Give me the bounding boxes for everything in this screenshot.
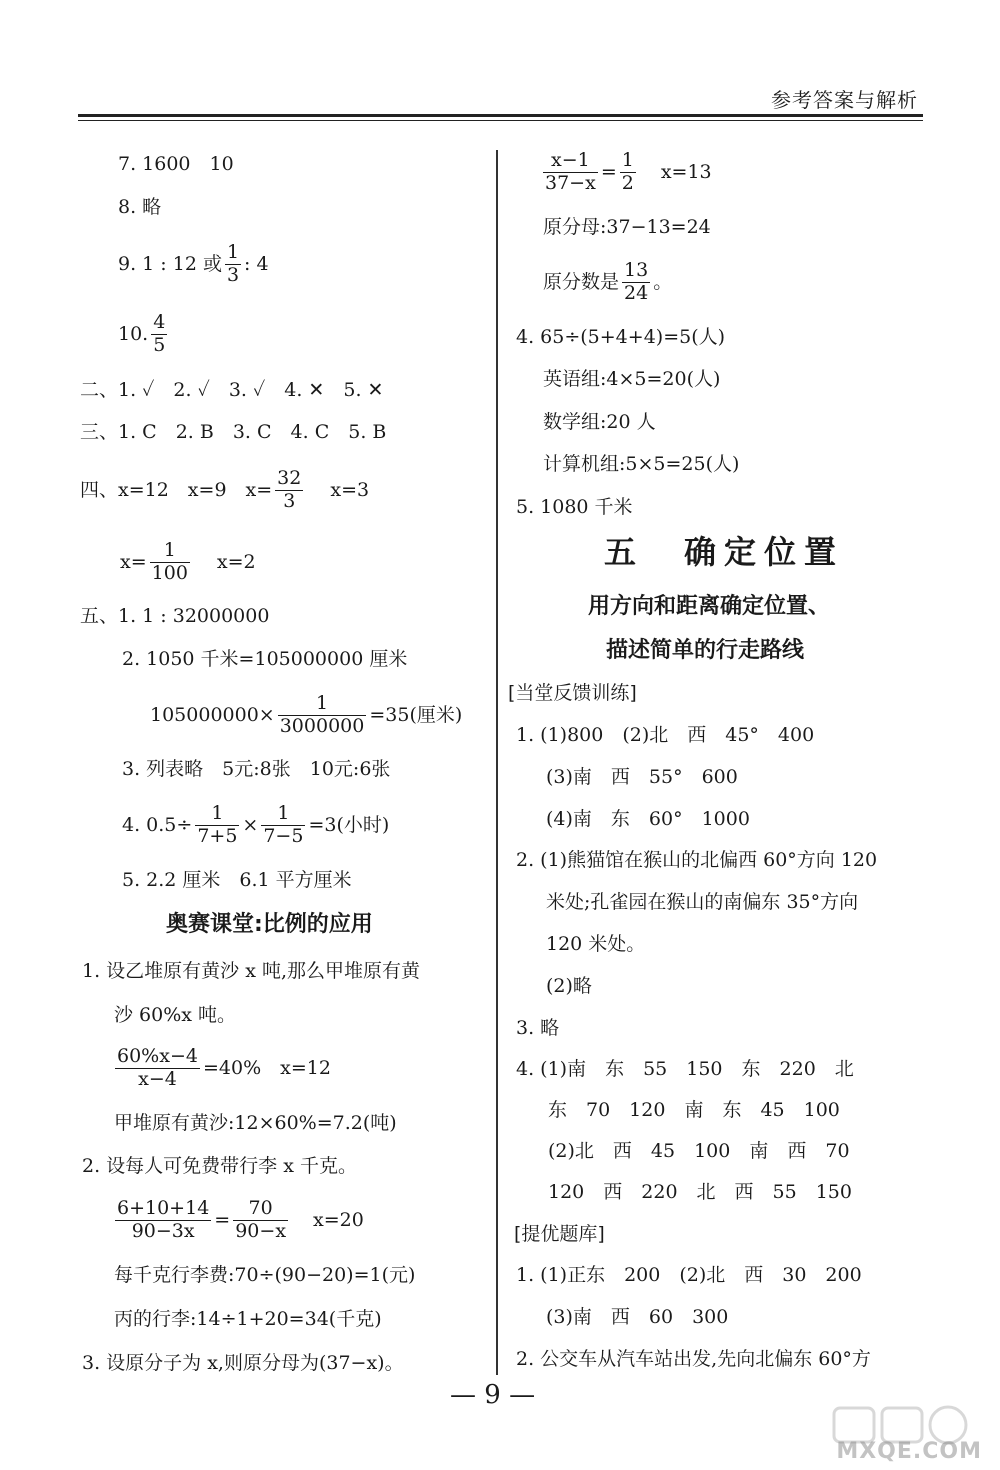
aosai-1: 1. 设乙堆原有黄沙 x 吨,那么甲堆原有黄 (82, 960, 421, 982)
unit-subtitle-1: 用方向和距离确定位置、 (588, 594, 831, 619)
c-answer-1: 1. (1)正东 200 (2)北 西 30 200 (516, 1264, 862, 1286)
fraction-denominator: 3 (283, 489, 296, 512)
si-text: 四、x=12 x=9 x= (80, 478, 273, 501)
fraction (115, 1046, 200, 1091)
r-answer-4: 4. 65÷(5+4+4)=5(人) (516, 326, 726, 348)
r-denominator: 原分母:37−13=24 (543, 216, 711, 238)
fraction-numerator: x−1 (543, 150, 598, 173)
wu-answer-5: 5. 2.2 厘米 6.1 平方厘米 (122, 869, 352, 891)
wu2b-text: 105000000× (150, 703, 275, 726)
b-answer-2: 2. (1)熊猫馆在猴山的北偏西 60°方向 120 (516, 849, 878, 871)
wu-answer-1: 五、1. 1 : 32000000 (80, 605, 270, 627)
aosai-1-result: 甲堆原有黄沙:12×60%=7.2(吨) (114, 1112, 397, 1134)
fraction-numerator: 32 (277, 467, 302, 489)
answer-9-text: 9. 1 : 12 或 (118, 252, 222, 275)
wu4-text: 4. 0.5÷ (122, 813, 193, 836)
b-answer-2-b: 米处;孔雀园在猴山的南偏东 35°方向 (546, 891, 859, 913)
fraction (151, 312, 167, 357)
r-equation (540, 150, 712, 195)
section-title-aosai: 奥赛课堂:比例的应用 (166, 912, 373, 937)
fraction (543, 150, 598, 195)
fraction-denominator: 37−x (545, 171, 596, 194)
r-answer-5: 5. 1080 千米 (516, 496, 633, 518)
wu4-tail: =3(小时) (308, 813, 390, 836)
fraction-numerator: 1 (195, 803, 239, 826)
b-answer-4-b: 东 70 120 南 东 45 100 (548, 1099, 840, 1121)
section-san-answers: 三、1. C 2. B 3. C 4. C 5. B (80, 421, 387, 443)
fraction-numerator: 13 (624, 259, 649, 281)
aosai-1-equation (112, 1046, 331, 1091)
b-answer-4: 4. (1)南 东 55 150 东 220 北 (516, 1058, 854, 1080)
header-title: 参考答案与解析 (771, 88, 918, 112)
b-answer-2-c: 120 米处。 (546, 933, 646, 955)
fraction (278, 693, 367, 738)
watermark-text: MXQE.COM (836, 1439, 982, 1464)
page-number: — 9 — (450, 1380, 536, 1410)
si2-text: x= (120, 550, 147, 573)
fraction-numerator: 1 (278, 693, 367, 716)
answer-9-tail: : 4 (244, 252, 269, 275)
unit-subtitle-2: 描述简单的行走路线 (606, 638, 805, 663)
r-math-group: 数学组:20 人 (543, 411, 656, 433)
wu2b-tail: =35(厘米) (369, 703, 463, 726)
a2b-tail: x=20 (313, 1208, 364, 1231)
tag-dangtang: [当堂反馈训练] (508, 682, 637, 704)
equals-sign: = (214, 1208, 231, 1231)
aosai-2-result: 丙的行李:14÷1+20=34(千克) (114, 1308, 382, 1330)
answer-10-label: 10. (118, 322, 149, 345)
fraction (233, 1198, 288, 1243)
fraction-denominator: 7−5 (263, 824, 304, 847)
r3-tail: 。 (653, 270, 673, 293)
equals-sign: = (600, 160, 617, 183)
si2-tail: x=2 (216, 550, 256, 573)
a1c-tail: =40% x=12 (202, 1056, 331, 1079)
b-answer-4-2b: 120 西 220 北 西 55 150 (548, 1181, 852, 1203)
b-answer-1-4: (4)南 东 60° 1000 (546, 808, 750, 830)
fraction (150, 540, 190, 585)
answer-8: 8. 略 (118, 196, 162, 218)
times-sign: × (242, 813, 259, 836)
fraction-denominator: 5 (153, 333, 166, 356)
section-er-answers: 二、1. ✓ 2. ✓ 3. ✓ 4. ✕ 5. ✕ (80, 379, 384, 401)
r3-text: 原分数是 (543, 270, 620, 293)
r-computer-group: 计算机组:5×5=25(人) (543, 453, 740, 475)
fraction-numerator: 1 (150, 540, 190, 563)
wu-answer-2: 2. 1050 千米=105000000 厘米 (122, 648, 408, 670)
header-rule-thin (78, 120, 923, 121)
aosai-1-b: 沙 60%x 吨。 (114, 1004, 237, 1026)
fraction-denominator: 90−x (235, 1219, 287, 1242)
fraction-numerator: 1 (621, 149, 634, 171)
fraction-denominator: 100 (151, 561, 188, 584)
column-divider (496, 150, 498, 1375)
fraction-numerator: 4 (153, 311, 166, 333)
b-answer-4-2: (2)北 西 45 100 南 西 70 (548, 1140, 850, 1162)
unit-title: 五 确定位置 (604, 533, 845, 571)
answer-7: 7. 1600 10 (118, 153, 234, 175)
wu-answer-3: 3. 列表略 5元:8张 10元:6张 (122, 758, 391, 780)
b-answer-2-2: (2)略 (546, 975, 592, 997)
r1-tail: x=13 (660, 160, 712, 183)
fraction (620, 150, 636, 195)
c-answer-1-3: (3)南 西 60 300 (546, 1306, 729, 1328)
header-rule-thick (78, 114, 923, 117)
fraction (115, 1198, 211, 1243)
fraction-denominator: 3 (226, 263, 240, 286)
fraction-numerator: 1 (226, 241, 240, 263)
c-answer-2: 2. 公交车从汽车站出发,先向北偏东 60°方 (516, 1348, 871, 1370)
b-answer-3: 3. 略 (516, 1017, 560, 1039)
wu-answer-2-calc (150, 693, 462, 738)
fraction (275, 468, 303, 513)
fraction (622, 260, 650, 305)
fraction-numerator: 70 (233, 1198, 288, 1221)
si-tail: x=3 (330, 478, 370, 501)
wu-answer-4 (122, 803, 389, 848)
fraction (261, 803, 305, 848)
r-english-group: 英语组:4×5=20(人) (543, 368, 721, 390)
fraction-denominator: 2 (621, 171, 634, 194)
fraction-denominator: 24 (624, 281, 649, 304)
answer-10 (118, 312, 170, 357)
fraction-denominator: 7+5 (197, 824, 238, 847)
aosai-2-fee: 每千克行李费:70÷(90−20)=1(元) (114, 1264, 416, 1286)
fraction (195, 803, 239, 848)
fraction-denominator: x−4 (138, 1067, 177, 1090)
fraction-numerator: 60%x−4 (117, 1045, 198, 1067)
fraction (225, 242, 241, 287)
fraction-denominator: 3000000 (279, 714, 365, 737)
answer-9 (118, 242, 269, 287)
fraction-denominator: 90−3x (131, 1219, 195, 1242)
b-answer-1-3: (3)南 西 55° 600 (546, 766, 738, 788)
fraction-numerator: 1 (261, 803, 305, 826)
aosai-2: 2. 设每人可免费带行李 x 千克。 (82, 1155, 357, 1177)
tag-tiyou: [提优题库] (514, 1223, 605, 1245)
aosai-3: 3. 设原分子为 x,则原分母为(37−x)。 (82, 1352, 404, 1374)
b-answer-1: 1. (1)800 (2)北 西 45° 400 (516, 724, 815, 746)
aosai-2-equation (112, 1198, 364, 1243)
section-si-answers-2 (120, 540, 256, 585)
r-fraction (543, 260, 672, 305)
fraction-numerator: 6+10+14 (117, 1197, 210, 1219)
section-si-answers (80, 468, 369, 513)
